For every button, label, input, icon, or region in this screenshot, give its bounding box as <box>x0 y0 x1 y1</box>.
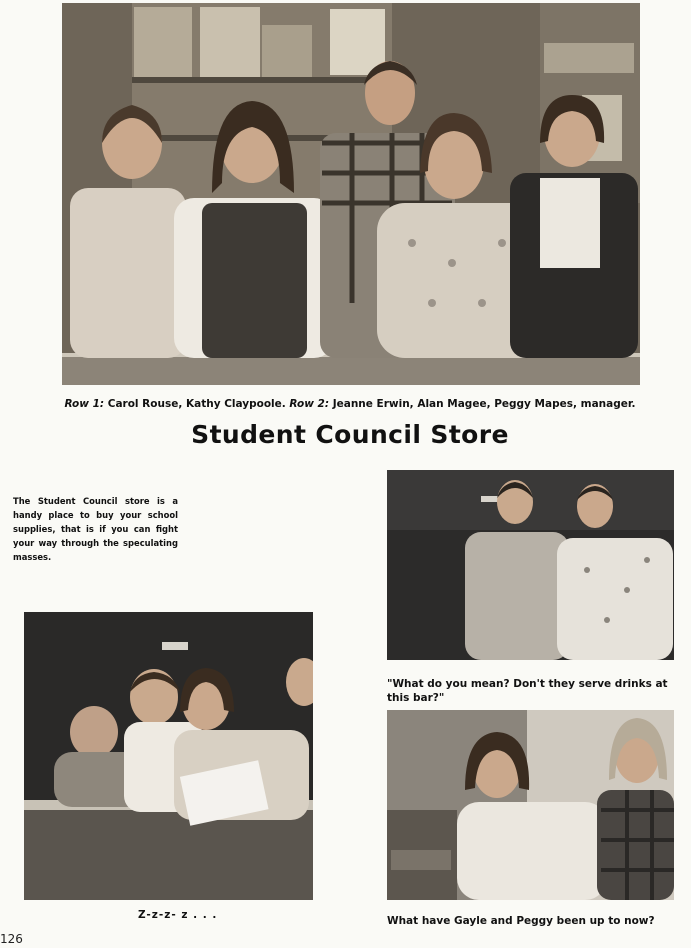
two-girls-caption: What have Gayle and Peggy been up to now? <box>387 915 655 927</box>
top-photo-caption <box>60 398 640 410</box>
two-boys-photo <box>387 470 674 660</box>
row1-label: Row 1: <box>64 398 105 410</box>
two-girls-photo <box>387 710 674 900</box>
row2-names: Jeanne Erwin, Alan Magee, Peggy Mapes, manager. <box>329 398 636 410</box>
top-group-photo <box>62 3 640 385</box>
page-title: Student Council Store <box>191 420 509 449</box>
counter-crowd-photo <box>24 612 313 900</box>
row2-label: Row 2: <box>289 398 330 410</box>
body-text: The Student Council store is a handy place to buy your school supplies, that is if you can fight your way through the speculating masses. <box>13 496 178 562</box>
row1-names: Carol Rouse, Kathy Claypoole. <box>104 398 290 410</box>
counter-crowd-caption: Z-z-z- z . . . <box>138 909 218 921</box>
page-number: 126 <box>0 932 23 946</box>
two-boys-caption: "What do you mean? Don't they serve drinks at this bar?" <box>387 678 668 704</box>
